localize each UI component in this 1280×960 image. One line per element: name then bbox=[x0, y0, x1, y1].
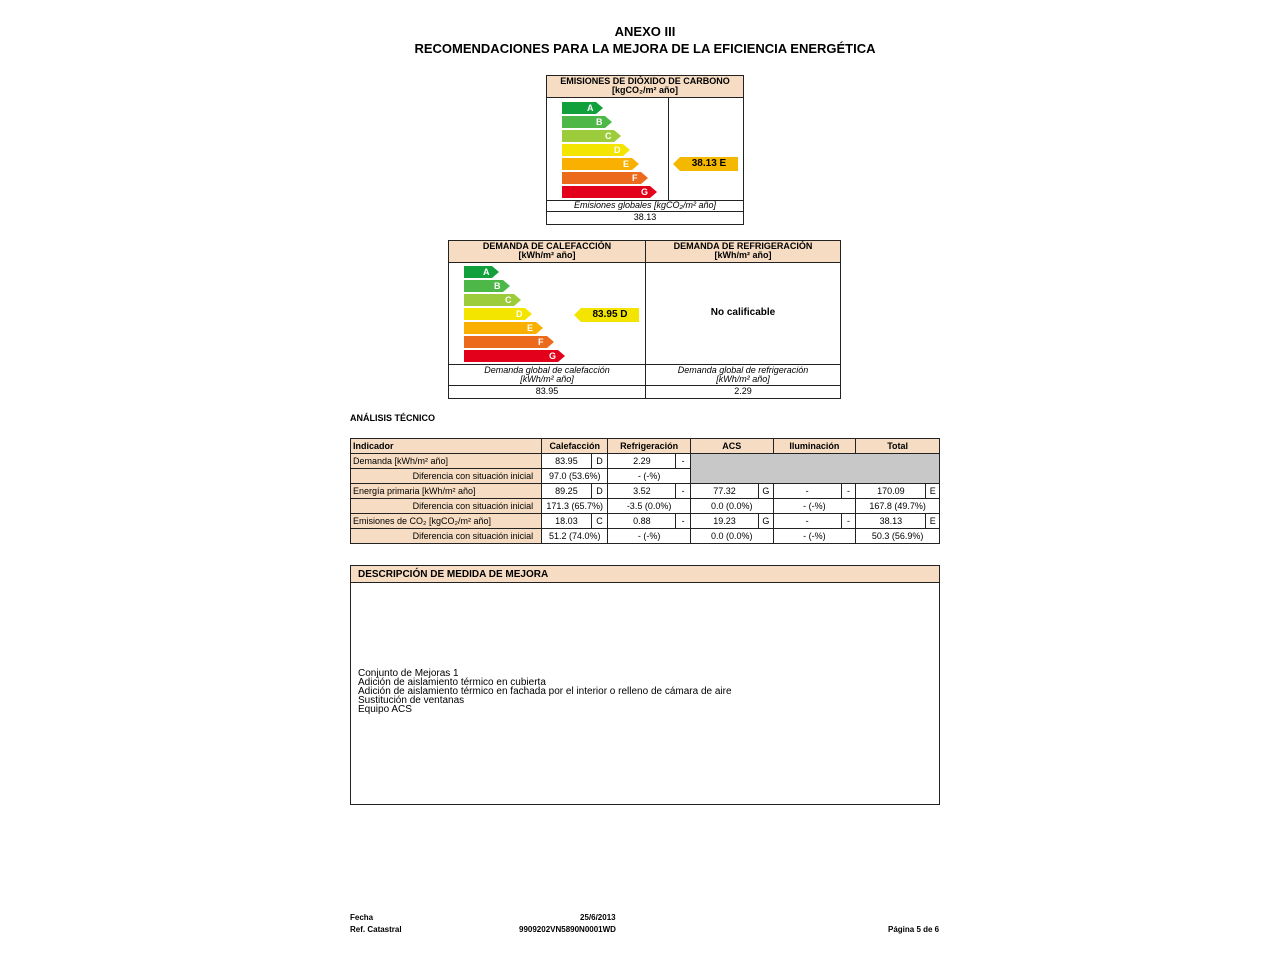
footer-ref-label: Ref. Catastral bbox=[350, 925, 402, 934]
cell-value: - (-%) bbox=[608, 529, 691, 544]
cell-rating: E bbox=[926, 514, 940, 529]
cell-rating: D bbox=[591, 484, 608, 499]
analysis-title: ANÁLISIS TÉCNICO bbox=[350, 413, 436, 423]
rating-bar-tip bbox=[536, 322, 543, 334]
col-lighting: Iluminación bbox=[773, 439, 856, 454]
rating-bar-tip bbox=[503, 280, 510, 292]
cooling-status: No calificable bbox=[710, 307, 776, 318]
rating-letter: F bbox=[632, 173, 638, 183]
cell-value: 50.3 (56.9%) bbox=[856, 529, 940, 544]
cell-value: 0.0 (0.0%) bbox=[690, 529, 773, 544]
rating-bar-tip bbox=[632, 158, 639, 170]
col-total: Total bbox=[856, 439, 940, 454]
description-line: Adición de aislamiento térmico en fachada por el interior o relleno de cámara de aire bbox=[358, 686, 732, 697]
rating-bar-body bbox=[562, 186, 650, 198]
emissions-rating-scale bbox=[562, 102, 666, 198]
rating-letter: C bbox=[605, 131, 612, 141]
cell-value: 83.95 bbox=[542, 454, 592, 469]
emissions-panel bbox=[546, 75, 744, 225]
cell-rating: - bbox=[676, 454, 690, 469]
cooling-caption bbox=[646, 366, 840, 384]
heating-rating-scale bbox=[464, 266, 574, 363]
rating-bar-body bbox=[464, 322, 536, 334]
cell-value: 3.52 bbox=[608, 484, 676, 499]
rating-bar-tip bbox=[650, 186, 657, 198]
rating-letter: A bbox=[587, 103, 594, 113]
row-label: Diferencia con situación inicial bbox=[351, 499, 542, 514]
rating-bar-tip bbox=[547, 336, 554, 348]
cell-value: - (-%) bbox=[773, 499, 856, 514]
rating-bar-body bbox=[562, 158, 632, 170]
heating-caption-line2: [kWh/m² año] bbox=[520, 374, 574, 384]
row-label: Emisiones de CO₂ [kgCO₂/m² año] bbox=[351, 514, 542, 529]
heating-caption bbox=[449, 366, 645, 384]
cooling-caption-line1: Demanda global de refrigeración bbox=[677, 365, 809, 375]
cell-rating: - bbox=[676, 484, 690, 499]
col-acs: ACS bbox=[690, 439, 773, 454]
rating-letter: G bbox=[549, 351, 557, 361]
cell-value: 170.09 bbox=[856, 484, 926, 499]
rating-bar-body bbox=[464, 336, 547, 348]
rating-bar-tip bbox=[525, 308, 532, 320]
emissions-header-line2: [kgCO₂/m² año] bbox=[612, 85, 678, 95]
rating-bar-body bbox=[464, 350, 558, 362]
rating-bar-tip bbox=[641, 172, 648, 184]
rating-letter: A bbox=[483, 267, 490, 277]
rating-bar-tip bbox=[492, 266, 499, 278]
rating-letter: F bbox=[538, 337, 544, 347]
row-label: Demanda [kWh/m² año] bbox=[351, 454, 542, 469]
cell-value: 51.2 (74.0%) bbox=[542, 529, 608, 544]
cell-value: 18.03 bbox=[542, 514, 592, 529]
footer-date-value: 25/6/2013 bbox=[580, 913, 616, 922]
row-label: Diferencia con situación inicial bbox=[351, 469, 542, 484]
cell-value: 89.25 bbox=[542, 484, 592, 499]
cell-value: - bbox=[773, 484, 841, 499]
improvement-description-panel bbox=[350, 565, 940, 805]
heating-value: 83.95 bbox=[535, 386, 559, 396]
description-line: Equipo ACS bbox=[358, 704, 412, 715]
cell-value: 0.0 (0.0%) bbox=[690, 499, 773, 514]
heating-marker-label: 83.95 D bbox=[581, 308, 639, 322]
cell-rating: D bbox=[591, 454, 608, 469]
cell-value: 2.29 bbox=[608, 454, 676, 469]
cooling-header-line2: [kWh/m² año] bbox=[714, 250, 772, 260]
table-row-demand bbox=[351, 454, 940, 469]
emissions-header-line1: EMISIONES DE DIÓXIDO DE CARBONO bbox=[560, 76, 730, 86]
table-row-primary-energy bbox=[351, 484, 940, 499]
description-line: Adición de aislamiento térmico en cubierta bbox=[358, 677, 546, 688]
cooling-value: 2.29 bbox=[734, 386, 752, 396]
rating-bar-tip bbox=[596, 102, 603, 114]
table-header-row bbox=[351, 439, 940, 454]
col-cooling: Refrigeración bbox=[608, 439, 691, 454]
emissions-marker-label: 38.13 E bbox=[680, 157, 738, 171]
footer-date-label: Fecha bbox=[350, 913, 374, 922]
rating-letter: C bbox=[505, 295, 512, 305]
emissions-header bbox=[547, 76, 743, 98]
cell-rating: G bbox=[759, 484, 773, 499]
cell-value: 167.8 (49.7%) bbox=[856, 499, 940, 514]
col-indicator: Indicador bbox=[351, 439, 542, 454]
demand-panel bbox=[448, 240, 841, 399]
table-row-emissions-diff bbox=[351, 529, 940, 544]
rating-bar-body bbox=[562, 172, 641, 184]
cell-rating: - bbox=[841, 514, 855, 529]
cell-value: - (-%) bbox=[608, 469, 691, 484]
rating-bar-tip bbox=[558, 350, 565, 362]
cell-value: - (-%) bbox=[773, 529, 856, 544]
rating-bar-tip bbox=[623, 144, 630, 156]
cell-rating: C bbox=[591, 514, 608, 529]
page-title: RECOMENDACIONES PARA LA MEJORA DE LA EFICIENCIA ENERGÉTICA bbox=[414, 41, 876, 56]
rating-letter: B bbox=[494, 281, 501, 291]
table-row-primary-diff bbox=[351, 499, 940, 514]
rating-letter: G bbox=[641, 187, 649, 197]
cell-rating: E bbox=[926, 484, 940, 499]
heating-rating-marker bbox=[581, 308, 639, 322]
annex-title: ANEXO III bbox=[614, 24, 676, 39]
rating-letter: B bbox=[596, 117, 603, 127]
cell-rating: - bbox=[841, 484, 855, 499]
marker-arrow bbox=[574, 308, 581, 322]
cooling-caption-line2: [kWh/m² año] bbox=[716, 374, 770, 384]
heating-caption-line1: Demanda global de calefacción bbox=[484, 365, 610, 375]
cell-value: 171.3 (65.7%) bbox=[542, 499, 608, 514]
row-label: Diferencia con situación inicial bbox=[351, 529, 542, 544]
marker-arrow bbox=[673, 157, 680, 171]
cell-value: 77.32 bbox=[690, 484, 758, 499]
cooling-header-line1: DEMANDA DE REFRIGERACIÓN bbox=[673, 241, 813, 251]
rating-letter: D bbox=[516, 309, 523, 319]
heating-header-line1: DEMANDA DE CALEFACCIÓN bbox=[482, 241, 612, 251]
rating-letter: E bbox=[623, 159, 630, 169]
cell-rating: G bbox=[759, 514, 773, 529]
rating-letter: E bbox=[527, 323, 534, 333]
cell-value: - bbox=[773, 514, 841, 529]
footer-ref-value: 9909202VN5890N0001WD bbox=[519, 925, 616, 934]
col-heating: Calefacción bbox=[542, 439, 608, 454]
cell-value: 97.0 (53.6%) bbox=[542, 469, 608, 484]
rating-bar-tip bbox=[605, 116, 612, 128]
description-lines bbox=[358, 669, 732, 714]
cell-value: 0.88 bbox=[608, 514, 676, 529]
rating-letter: D bbox=[614, 145, 621, 155]
emissions-caption: Emisiones globales [kgCO₂/m² año] bbox=[574, 200, 716, 210]
heating-header-line2: [kWh/m² año] bbox=[518, 250, 576, 260]
row-label: Energía primaria [kWh/m² año] bbox=[351, 484, 542, 499]
cell-rating: - bbox=[676, 514, 690, 529]
divider bbox=[668, 98, 669, 200]
description-line: Conjunto de Mejoras 1 bbox=[358, 668, 459, 679]
table-row-emissions bbox=[351, 514, 940, 529]
description-title: DESCRIPCIÓN DE MEDIDA DE MEJORA bbox=[351, 566, 939, 583]
description-line: Sustitución de ventanas bbox=[358, 695, 465, 706]
heating-header bbox=[449, 241, 645, 263]
cell-empty bbox=[690, 454, 939, 484]
cooling-header bbox=[646, 241, 840, 263]
emissions-value: 38.13 bbox=[633, 212, 657, 222]
rating-bar-tip bbox=[514, 294, 521, 306]
cell-value: -3.5 (0.0%) bbox=[608, 499, 691, 514]
footer-page-number: Página 5 de 6 bbox=[888, 925, 940, 934]
cell-value: 38.13 bbox=[856, 514, 926, 529]
rating-bar-tip bbox=[614, 130, 621, 142]
cell-value: 19.23 bbox=[690, 514, 758, 529]
emissions-rating-marker bbox=[680, 157, 738, 171]
technical-analysis-table bbox=[350, 438, 940, 544]
